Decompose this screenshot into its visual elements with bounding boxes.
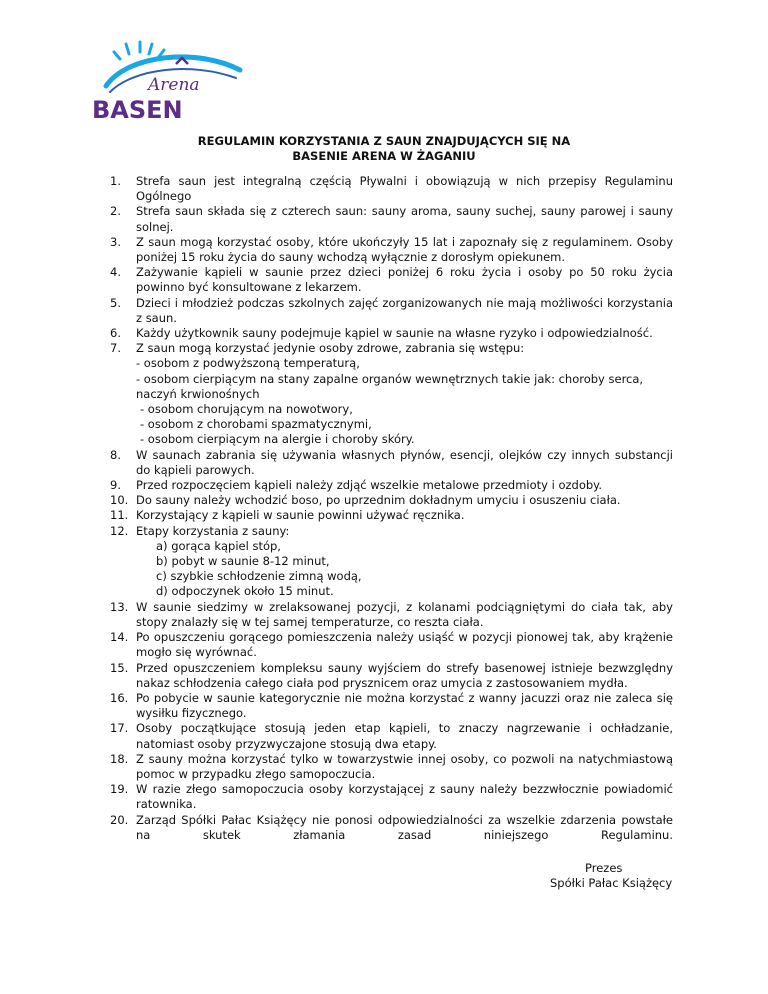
list-item: - osobom cierpiącym na stany zapalne organów wewnętrznych takie jak: choroby serca, naczyń krwionośnych [136, 371, 644, 401]
list-item: - osobom cierpiącym na alergie i choroby skóry. [140, 432, 415, 447]
rule-text: Zarząd Spółki Pałac Książęcy nie ponosi odpowiedzialności za wszelkie zdarzenia powstałe na skutek złamania zasad niniejszego Regulaminu. [136, 812, 673, 842]
rule-3 [110, 235, 673, 265]
rule-text: Osoby początkujące stosują jeden etap kąpieli, to znaczy nagrzewanie i ochładzanie, natomiast osoby przyzwyczajone stosują dwa etapy. [136, 721, 673, 751]
rule-number: 8. [110, 447, 121, 462]
rule-6 [110, 326, 673, 341]
logo-text-basen: BASEN [92, 96, 183, 124]
rule-5 [110, 296, 673, 326]
prohibited-persons-list [136, 356, 673, 447]
rule-4 [110, 265, 673, 295]
rule-18 [110, 752, 673, 782]
rule-number: 17. [110, 721, 129, 736]
arena-basen-logo [88, 40, 248, 126]
rule-20 [110, 813, 673, 843]
rule-number: 7. [110, 341, 121, 356]
rule-11 [110, 508, 673, 523]
rule-text: Strefa saun składa się z czterech saun: sauny aroma, sauny suchej, sauny parowej i sauny solnej. [136, 204, 673, 234]
rule-text: Przed opuszczeniem kompleksu sauny wyjściem do strefy basenowej istnieje bezwzględny nakaz schłodzenia całego ciała pod prysznicem oraz umycia z zastosowaniem mydła. [136, 660, 673, 690]
rule-16 [110, 691, 673, 721]
rule-number: 1. [110, 174, 121, 188]
rule-number: 5. [110, 295, 121, 310]
rule-text: Zażywanie kąpieli w saunie przez dzieci poniżej 6 roku życia i osoby po 50 roku życia powinno być konsultowane z lekarzem. [136, 265, 673, 295]
rule-text: Przed rozpoczęciem kąpieli należy zdjąć wszelkie metalowe przedmioty i ozdoby. [136, 478, 602, 493]
rule-number: 14. [110, 630, 129, 645]
rule-text: Strefa saun jest integralną częścią Pływalni i obowiązują w nich przepisy Regulaminu Ogólnego [136, 174, 673, 204]
document-title-line-1: REGULAMIN KORZYSTANIA Z SAUN ZNAJDUJĄCYCH SIĘ NA [197, 134, 571, 148]
rule-14 [110, 630, 673, 660]
signature-title: Prezes [585, 861, 623, 875]
rule-text: Po pobycie w saunie kategorycznie nie można korzystać z wanny jacuzzi oraz nie zaleca się wysiłku fizycznego. [136, 690, 673, 721]
rule-number: 15. [110, 660, 129, 675]
list-item: - osobom z chorobami spazmatycznymi, [140, 417, 372, 432]
list-item: c) szybkie schłodzenie zimną wodą, [156, 569, 362, 584]
rule-text: W saunach zabrania się używania własnych płynów, esencji, olejków czy innych substancji do kąpieli parowych. [136, 447, 673, 477]
rule-number: 16. [110, 690, 129, 705]
rule-text: Po opuszczeniu gorącego pomieszczenia należy usiąść w pozycji pionowej tak, aby krążenie mogło się wyrównać. [136, 630, 673, 660]
rule-15 [110, 661, 673, 691]
rule-17 [110, 721, 673, 751]
sauna-steps-list [136, 539, 673, 600]
rule-13 [110, 600, 673, 630]
rule-text: Z saun mogą korzystać jedynie osoby zdrowe, zabrania się wstępu: [136, 341, 525, 356]
list-item: - osobom z podwyższoną temperaturą, [136, 356, 360, 371]
rule-number: 20. [110, 812, 129, 827]
signature-block [540, 861, 680, 891]
rule-8 [110, 448, 673, 478]
rule-19 [110, 782, 673, 812]
rule-number: 13. [110, 599, 129, 614]
list-item: d) odpoczynek około 15 minut. [156, 584, 334, 599]
rule-9 [110, 478, 673, 493]
rule-number: 19. [110, 782, 129, 797]
rule-number: 10. [110, 493, 129, 508]
rule-text: Do sauny należy wchodzić boso, po uprzednim dokładnym umyciu i osuszeniu ciała. [136, 493, 621, 508]
list-item: b) pobyt w saunie 8-12 minut, [156, 554, 330, 569]
rule-text: Etapy korzystania z sauny: [136, 523, 290, 538]
rule-text: W saunie siedzimy w zrelaksowanej pozycji, z kolanami podciągniętymi do ciała tak, aby stopy znalazły się w tej samej temperaturze, co reszta ciała. [136, 599, 673, 629]
rule-number: 12. [110, 523, 129, 538]
rule-number: 4. [110, 265, 121, 280]
rule-text: Z sauny można korzystać tylko w towarzystwie innej osoby, co pozwoli na natychmiastową pomoc w przypadku złego samopoczucia. [136, 751, 673, 781]
rule-7 [110, 341, 673, 447]
list-item: - osobom chorującym na nowotwory, [140, 402, 353, 417]
rule-text: Z saun mogą korzystać osoby, które ukończyły 15 lat i zapoznały się z regulaminem. Osoby poniżej 15 roku życia do sauny wchodzą wyłącznie z dorosłym opiekunem. [136, 234, 673, 265]
rule-number: 6. [110, 326, 121, 341]
rule-12 [110, 524, 673, 600]
rule-number: 2. [110, 204, 121, 219]
rules-list [110, 174, 673, 843]
rule-text: Dzieci i młodzież podczas szkolnych zajęć zorganizowanych nie mają możliwości korzystania z saun. [136, 295, 673, 325]
rule-10 [110, 493, 673, 508]
rule-number: 18. [110, 751, 129, 766]
rule-number: 3. [110, 234, 121, 249]
rule-number: 11. [110, 508, 129, 523]
rule-number: 9. [110, 478, 121, 493]
signature-company: Spółki Pałac Książęcy [550, 876, 673, 890]
document-title-line-2: BASENIE ARENA W ŻAGANIU [292, 149, 476, 163]
rule-1 [110, 174, 673, 204]
rule-2 [110, 204, 673, 234]
logo-text-arena: Arena [148, 75, 200, 95]
list-item: a) gorąca kąpiel stóp, [156, 538, 281, 553]
rule-text: W razie złego samopoczucia osoby korzystającej z sauny należy bezzwłocznie powiadomić ratownika. [136, 782, 673, 812]
rule-text: Korzystający z kąpieli w saunie powinni używać ręcznika. [136, 508, 465, 523]
rule-text: Każdy użytkownik sauny podejmuje kąpiel w saunie na własne ryzyko i odpowiedzialność. [136, 326, 653, 341]
